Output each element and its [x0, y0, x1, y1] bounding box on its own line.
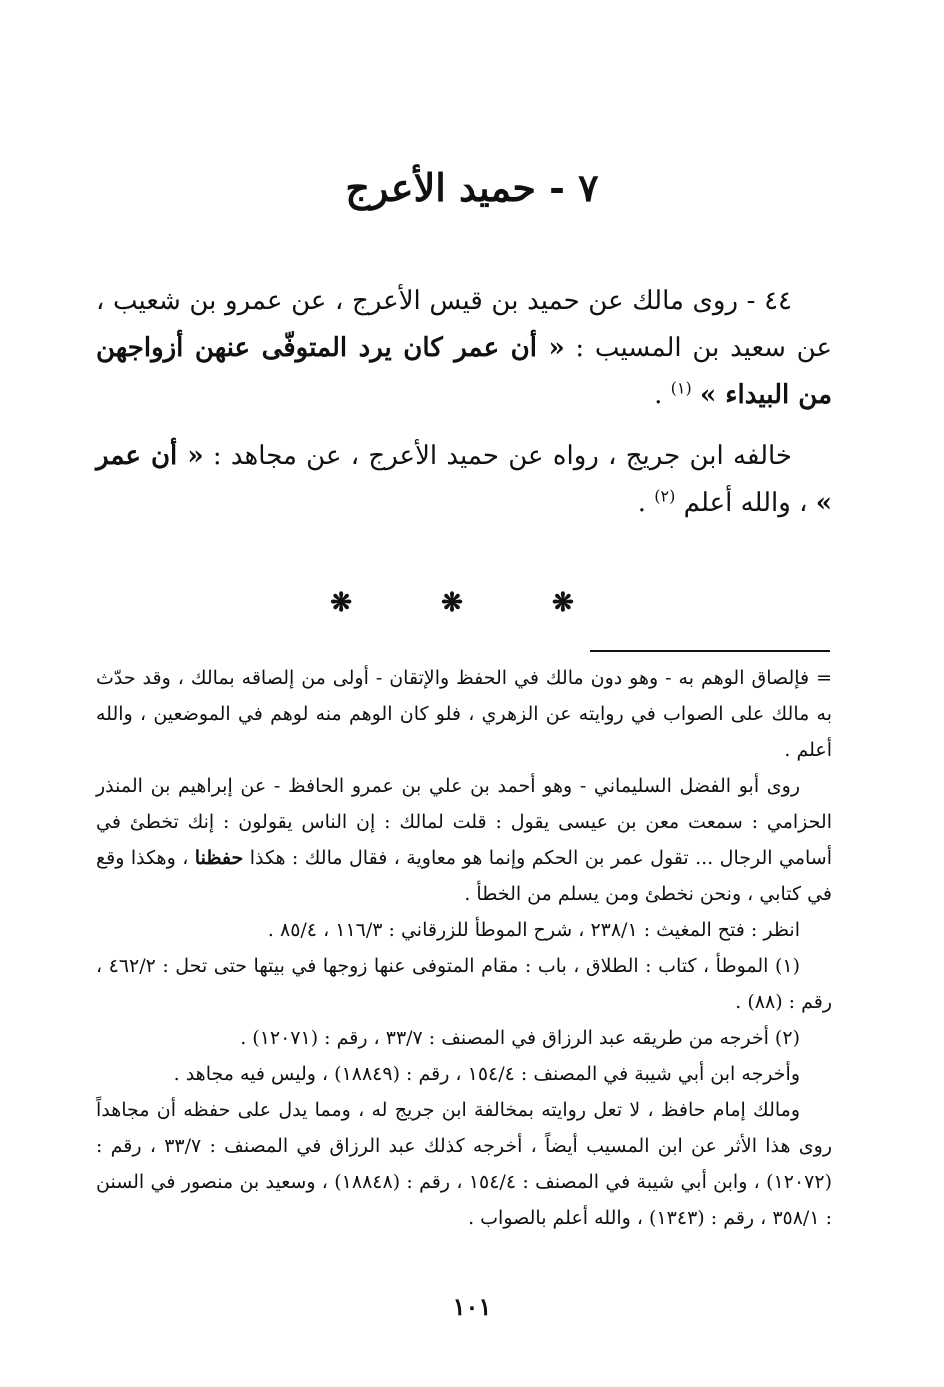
hadith-paragraph-44	[96, 278, 832, 419]
footnote-1: (١) الموطأ ، كتاب : الطلاق ، باب : مقام المتوفى عنها زوجها في بيتها حتى تحل : ٤٦٢/٢ ، رقم : (٨٨) .	[96, 955, 832, 1013]
footnote-sulaymani-end: ، وهكذا وقع في كتابي ، ونحن نخطئ ومن يسلم من الخطأ .	[96, 847, 832, 905]
hadith-end: .	[654, 380, 671, 410]
variant-end: .	[637, 488, 655, 518]
hadith-isnad: ٤٤ - روى مالك عن حميد بن قيس الأعرج ، عن عمرو بن شعيب ، عن سعيد بن المسيب :	[96, 286, 832, 363]
footnote-ref-1[interactable]: (١)	[670, 378, 692, 398]
footnote-continuation: = فإلصاق الوهم به - وهو دون مالك في الحفظ والإتقان - أولى من إلصاقه بمالك ، وقد حدّث به مالك على الصواب في روايته عن الزهري ، فلو كان الوهم منه لوهم في الموضعين ، والله أعلم .	[96, 667, 832, 761]
footnote-2-commentary: ومالك إمام حافظ ، لا تعل روايته بمخالفة ابن جريج له ، ومما يدل على حفظه أن مجاهداً روى هذا الأثر عن ابن المسيب أيضاً ، أخرجه كذلك عبد الرزاق في المصنف : ٣٣/٧ ، رقم : (١٢٠٧٢) ، وابن أبي شيبة في المصنف : ١٥٤/٤ ، رقم : (١٨٨٤٨) ، وسعيد بن منصور في السنن : ٣٥٨/١ ، رقم : (١٣٤٣) ، والله أعلم بالصواب .	[96, 1099, 832, 1229]
hadith-paragraph-variant	[96, 433, 832, 527]
variant-matn: « أن عمر »	[96, 441, 832, 518]
footnote-sulaymani-text: روى أبو الفضل السليماني - وهو أحمد بن علي بن عمرو الحافظ - عن إبراهيم بن المنذر الحزامي : سمعت معن بن عيسى يقول : قلت لمالك : إن الناس يقولون : إنك تخطئ في أسامي الرجال ... تقول عمر بن الحكم وإنما هو معاوية ، فقال مالك : هكذا	[96, 775, 833, 869]
footnote-divider	[590, 650, 830, 652]
variant-closing: ، والله أعلم	[675, 488, 816, 518]
footnotes	[96, 660, 832, 1236]
chapter-title: ٧ - حميد الأعرج	[345, 165, 599, 210]
footnote-2-ibn-abi-shayba: وأخرجه ابن أبي شيبة في المصنف : ١٥٤/٤ ، رقم : (١٨٨٤٩) ، وليس فيه مجاهد .	[173, 1063, 800, 1085]
section-separator: ❋ ❋ ❋	[330, 588, 614, 618]
hadith-matn: « أن عمر كان يرد المتوفّى عنهن أزواجهن من البيداء »	[96, 333, 832, 410]
footnote-sulaymani	[96, 768, 832, 912]
footnote-sulaymani-bold: حفظنا	[194, 847, 244, 869]
main-text	[96, 278, 832, 541]
page-number: ١٠١	[452, 1292, 492, 1321]
variant-text: خالفه ابن جريج ، رواه عن حميد الأعرج ، عن مجاهد :	[203, 441, 793, 471]
footnote-2: (٢) أخرجه من طريقه عبد الرزاق في المصنف : ٣٣/٧ ، رقم : (١٢٠٧١) .	[240, 1027, 800, 1049]
footnote-references: انظر : فتح المغيث : ٢٣٨/١ ، شرح الموطأ للزرقاني : ١١٦/٣ ، ٨٥/٤ .	[267, 919, 800, 941]
footnote-ref-2[interactable]: (٢)	[654, 486, 676, 506]
